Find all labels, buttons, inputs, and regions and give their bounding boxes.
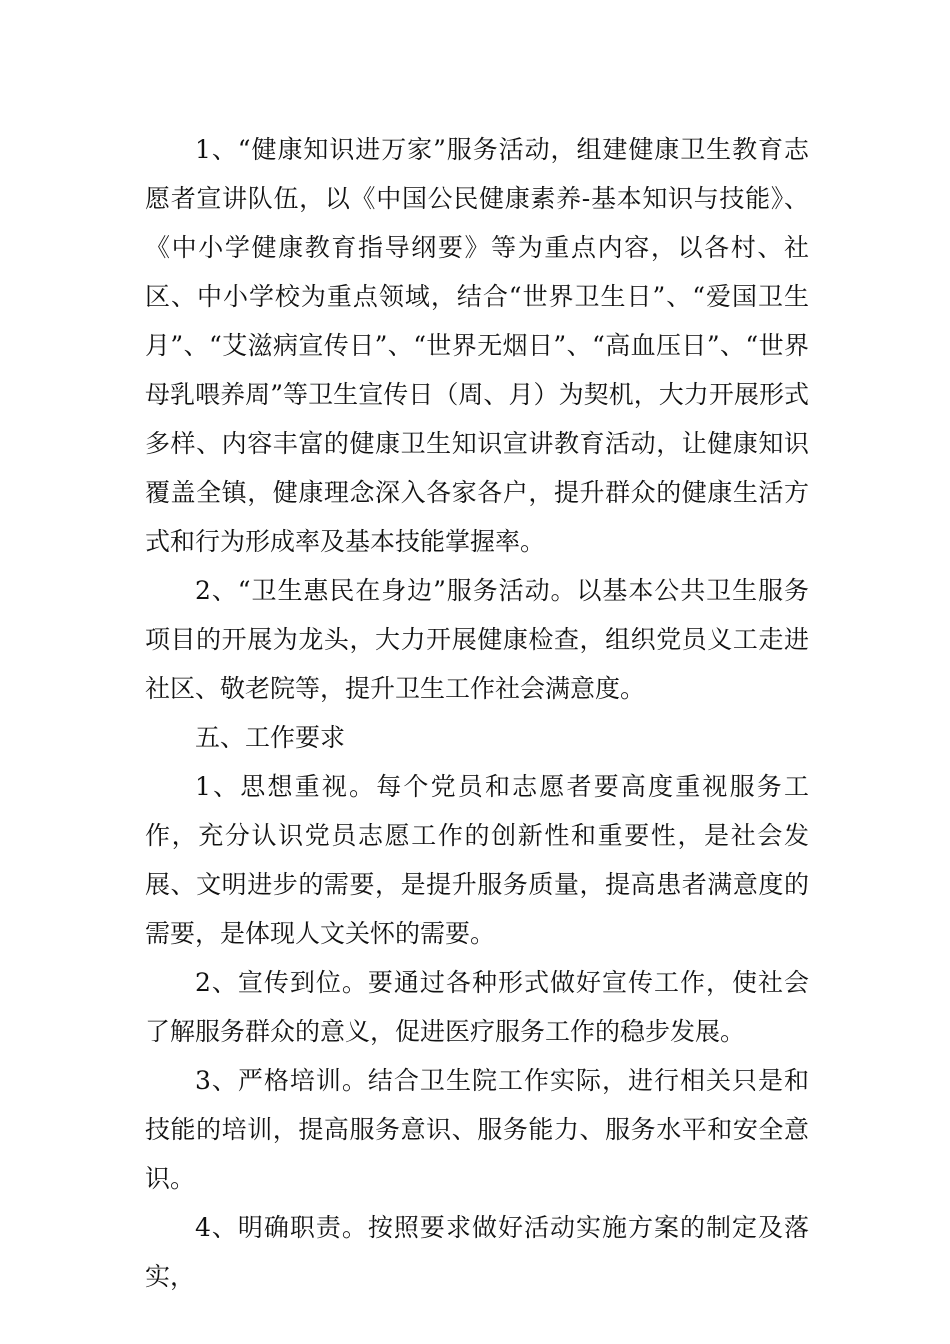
section-heading-work-requirements: 五、工作要求 (195, 723, 346, 752)
paragraph-requirement-publicity: 2、宣传到位。要通过各种形式做好宣传工作，使社会了解服务群众的意义，促进医疗服务工作的稳步发展。 (145, 968, 809, 1046)
paragraph-health-benefit-activity: 2、“卫生惠民在身边”服务活动。以基本公共卫生服务项目的开展为龙头，大力开展健康检查，组织党员义工走进社区、敬老院等，提升卫生工作社会满意度。 (145, 576, 809, 703)
paragraph-requirement-training: 3、严格培训。结合卫生院工作实际，进行相关只是和技能的培训，提高服务意识、服务能力、服务水平和安全意识。 (145, 1066, 809, 1193)
paragraph-health-knowledge-activity: 1、“健康知识进万家”服务活动，组建健康卫生教育志愿者宣讲队伍，以《中国公民健康素养-基本知识与技能》、《中小学健康教育指导纲要》等为重点内容，以各村、社区、中小学校为重点领域，结合“世界卫生日”、“爱国卫生月”、“艾滋病宣传日”、“世界无烟日”、“高血压日”、“世界母乳喂养周”等卫生宣传日（周、月）为契机，大力开展形式多样、内容丰富的健康卫生知识宣讲教育活动，让健康知识覆盖全镇，健康理念深入各家各户，提升群众的健康生活方式和行为形成率及基本技能掌握率。 (145, 135, 809, 556)
paragraph-requirement-responsibility: 4、明确职责。按照要求做好活动实施方案的制定及落实， (145, 1213, 809, 1291)
document-body (145, 125, 809, 1301)
paragraph-requirement-attention: 1、思想重视。每个党员和志愿者要高度重视服务工作，充分认识党员志愿工作的创新性和重要性，是社会发展、文明进步的需要，是提升服务质量，提高患者满意度的需要，是体现人文关怀的需要。 (145, 772, 809, 948)
